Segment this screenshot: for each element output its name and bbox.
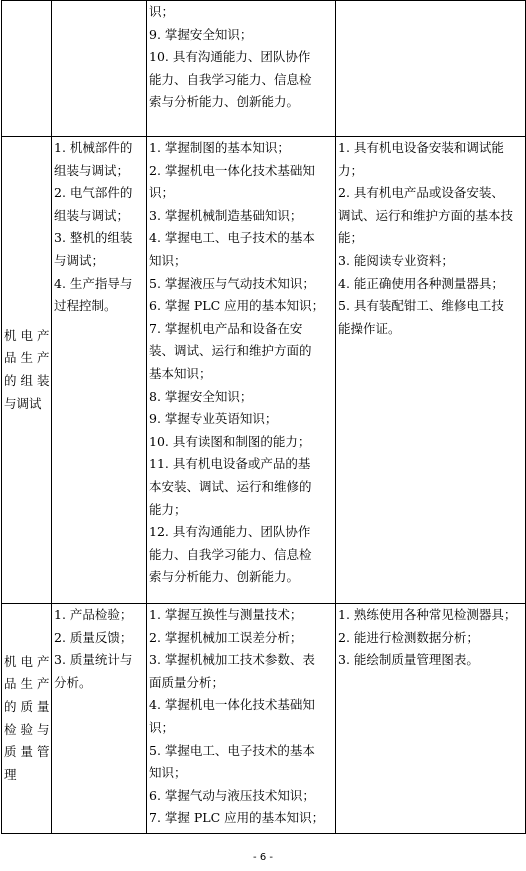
work-area-cell <box>2 604 52 834</box>
knowledge-line: 2. 掌握机械加工误差分析； <box>149 629 303 645</box>
task-line: 2. 电气部件的 <box>54 185 133 201</box>
work-tasks-cell <box>52 604 147 834</box>
knowledge-line: 基本知识； <box>149 365 212 381</box>
competency-table <box>1 0 526 834</box>
knowledge-line: 4. 掌握机电一体化技术基础知 <box>149 697 315 713</box>
table-row <box>2 1 526 137</box>
task-line: 3. 质量统计与 <box>54 652 133 668</box>
work-area-line: 与调试 <box>4 395 42 411</box>
ability-line: 2. 能进行检测数据分析； <box>338 629 479 645</box>
work-area-cell <box>2 137 52 604</box>
work-area-line: 质 量 管 <box>4 744 50 760</box>
ability-line: 能； <box>338 230 364 246</box>
knowledge-line: 1. 掌握互换性与测量技术； <box>149 607 303 622</box>
task-line: 4. 生产指导与 <box>54 275 133 291</box>
page-number: - 6 - <box>253 852 273 863</box>
knowledge-line: 9. 掌握安全知识； <box>149 26 253 42</box>
knowledge-line: 识； <box>149 719 175 735</box>
task-line: 分析。 <box>54 674 92 690</box>
knowledge-line: 装、调试、运行和维护方面的 <box>149 343 312 359</box>
knowledge-line: 9. 掌握专业英语知识； <box>149 411 278 427</box>
knowledge-line: 2. 掌握机电一体化技术基础知 <box>149 162 315 178</box>
knowledge-line: 知识； <box>149 252 187 268</box>
work-area-line: 理 <box>4 766 17 782</box>
work-area-line: 机 电 产 <box>4 653 50 669</box>
knowledge-cell <box>147 604 336 834</box>
ability-line: 5. 具有装配钳工、维修电工技 <box>338 298 504 314</box>
knowledge-line: 7. 掌握机电产品和设备在安 <box>149 320 303 336</box>
work-area-line: 品 生 产 <box>4 676 50 692</box>
knowledge-cell <box>147 137 336 604</box>
knowledge-line: 面质量分析； <box>149 674 225 690</box>
knowledge-line: 4. 掌握电工、电子技术的基本 <box>149 230 315 246</box>
knowledge-line: 6. 掌握气动与液压技术知识； <box>149 787 315 803</box>
ability-cell <box>336 137 526 604</box>
ability-line: 调试、运行和维护方面的基本技 <box>338 207 514 223</box>
task-line: 与调试； <box>54 252 105 268</box>
knowledge-line: 索与分析能力、创新能力。 <box>149 569 300 585</box>
knowledge-line: 索与分析能力、创新能力。 <box>149 94 300 110</box>
ability-line: 1. 熟练使用各种常见检测器具； <box>338 607 517 622</box>
work-tasks-cell <box>52 137 147 604</box>
table-row <box>2 604 526 834</box>
knowledge-line: 识； <box>149 4 175 19</box>
work-tasks-cell <box>52 1 147 137</box>
ability-line: 2. 具有机电产品或设备安装、 <box>338 185 504 201</box>
ability-line: 3. 能阅读专业资料； <box>338 252 454 268</box>
work-area-cell <box>2 1 52 137</box>
knowledge-line: 5. 掌握液压与气动技术知识； <box>149 275 315 291</box>
knowledge-line: 3. 掌握机械制造基础知识； <box>149 207 303 223</box>
table-row <box>2 137 526 604</box>
knowledge-line: 6. 掌握 PLC 应用的基本知识； <box>149 298 325 314</box>
knowledge-line: 10. 具有沟通能力、团队协作 <box>149 49 311 65</box>
knowledge-line: 识； <box>149 185 175 201</box>
knowledge-line: 能力、自我学习能力、信息检 <box>149 546 312 562</box>
knowledge-line: 知识； <box>149 765 187 781</box>
knowledge-line: 12. 具有沟通能力、团队协作 <box>149 524 311 540</box>
ability-line: 1. 具有机电设备安装和调试能 <box>338 140 504 155</box>
ability-line: 能操作证。 <box>338 320 401 336</box>
work-area-line: 检 验 与 <box>4 721 50 737</box>
knowledge-cell <box>147 1 336 137</box>
knowledge-line: 8. 掌握安全知识； <box>149 388 253 404</box>
knowledge-line: 11. 具有机电设备或产品的基 <box>149 456 311 472</box>
task-line: 2. 质量反馈； <box>54 629 133 645</box>
work-area-line: 的 组 装 <box>4 373 50 388</box>
task-line: 3. 整机的组装 <box>54 230 133 246</box>
knowledge-line: 5. 掌握电工、电子技术的基本 <box>149 742 315 758</box>
knowledge-line: 1. 掌握制图的基本知识； <box>149 140 290 155</box>
knowledge-line: 能力； <box>149 501 187 517</box>
work-area-line: 机 电 产 <box>4 327 50 343</box>
ability-line: 3. 能绘制质量管理图表。 <box>338 652 479 668</box>
knowledge-line: 3. 掌握机械加工技术参数、表 <box>149 652 315 668</box>
work-area-line: 品 生 产 <box>4 350 50 366</box>
task-line: 1. 机械部件的 <box>54 140 133 155</box>
work-area-line: 的 质 量 <box>4 698 50 714</box>
task-line: 过程控制。 <box>54 298 117 314</box>
task-line: 1. 产品检验； <box>54 607 133 622</box>
task-line: 组装与调试； <box>54 162 130 178</box>
knowledge-line: 7. 掌握 PLC 应用的基本知识； <box>149 810 325 826</box>
knowledge-line: 本安装、调试、运行和维修的 <box>149 478 312 494</box>
ability-cell <box>336 1 526 137</box>
ability-line: 4. 能正确使用各种测量器具； <box>338 275 504 291</box>
ability-cell <box>336 604 526 834</box>
ability-line: 力； <box>338 162 364 178</box>
knowledge-line: 能力、自我学习能力、信息检 <box>149 71 312 87</box>
task-line: 组装与调试； <box>54 207 130 223</box>
knowledge-line: 10. 具有读图和制图的能力； <box>149 433 311 449</box>
